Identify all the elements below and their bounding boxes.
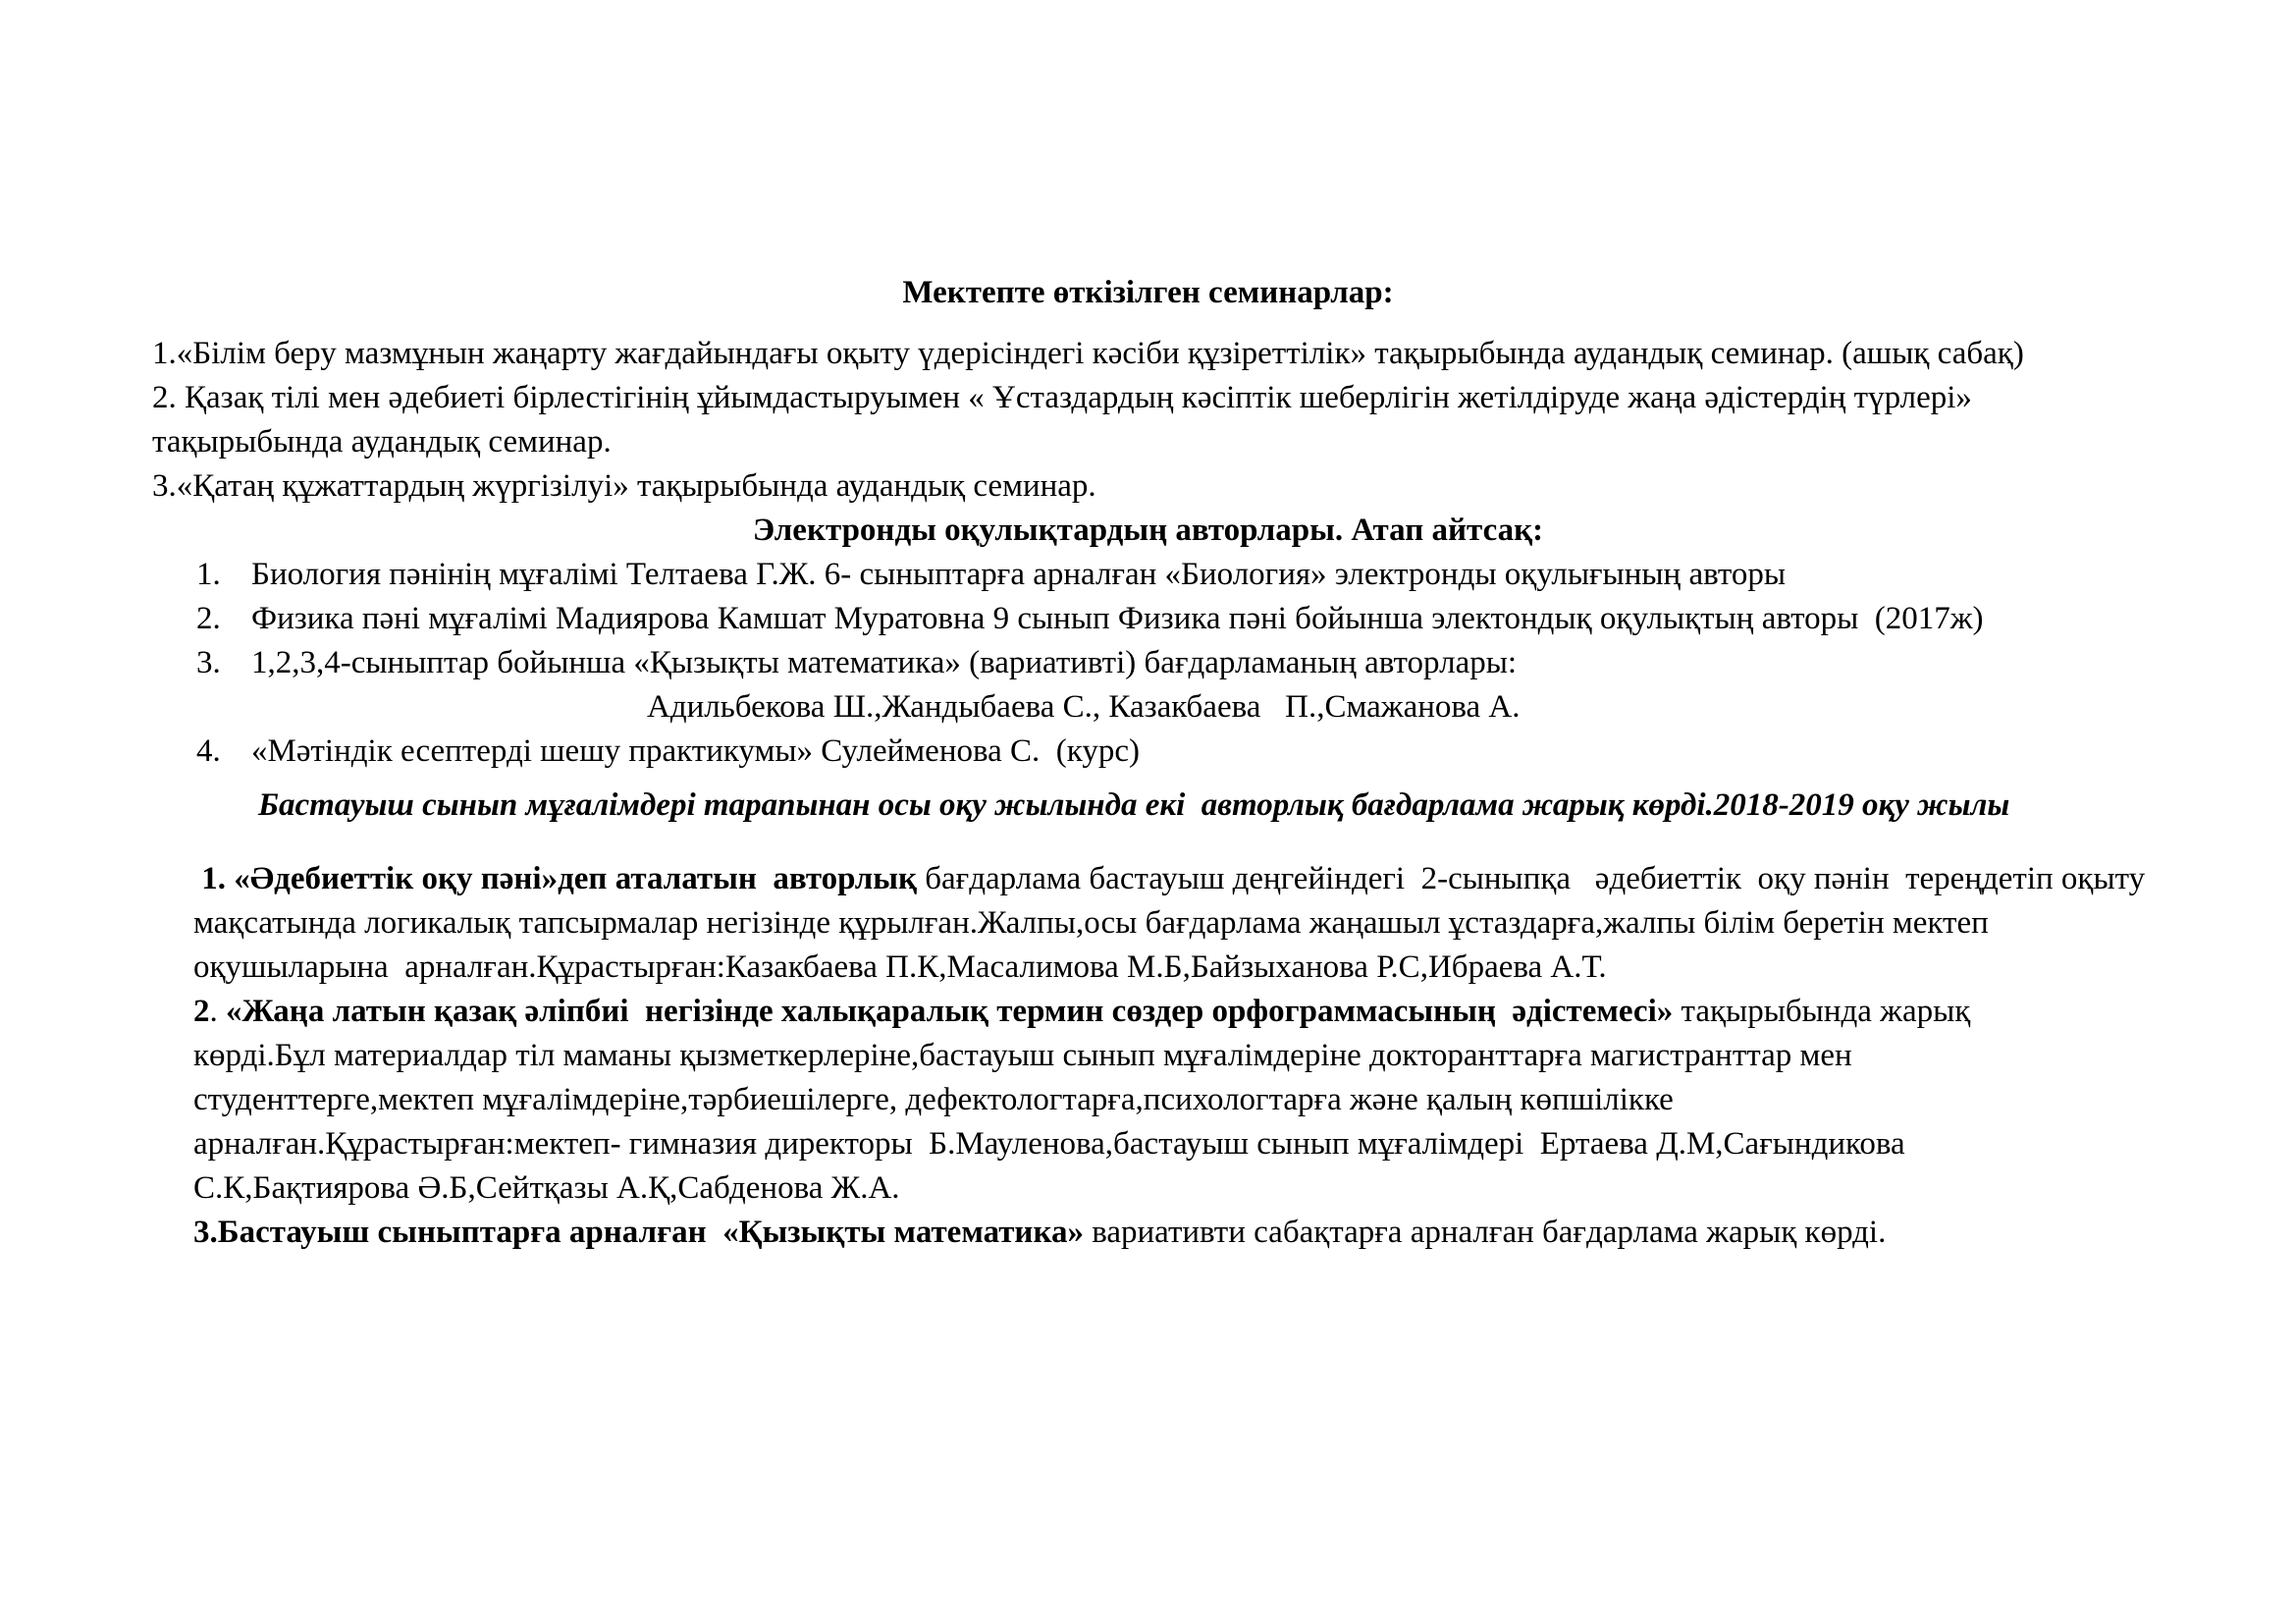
list-item-number: 2.: [196, 601, 221, 636]
list-item-text: «Мәтіндік есептерді шешу практикумы» Сулейменова С. (курс): [251, 733, 1140, 769]
program-2-body: тақырыбында жарық көрді.Бұл материалдар тіл маманы қызметкерлеріне,бастауыш сынып мұғалімдеріне докторанттарға магистранттар мен студенттерге,мектеп мұғалімдеріне,тәрбиешілерге, дефектологтарға,психологтарға және қалың көпшілікке арналған.Құрастырған:мектеп- гимназия директоры Б.Мауленова,бастауыш сынып мұғалімдері Ертаева Д.М,Сағындикова С.К,Бақтиярова Ә.Б,Сейтқазы А.Қ,Сабденова Ж.А.: [193, 994, 1979, 1206]
program-2-number: 2: [193, 994, 210, 1029]
list-item-number: 1.: [196, 557, 221, 592]
seminar-item: 1.«Білім беру мазмұнын жаңарту жағдайындағы оқыту үдерісіндегі кәсіби құзіреттілік» тақырыбында аудандық семинар. (ашық сабақ): [152, 336, 2024, 371]
list-item-text: 1,2,3,4-сыныптар бойынша «Қызықты математика» (вариативті) бағдарламаның авторлары:: [251, 645, 1518, 680]
ebook-authors-text: Адильбекова Ш.,Жандыбаева С., Казакбаева П.,Смажанова А.: [647, 689, 1521, 725]
list-item-number: 4.: [196, 733, 221, 769]
list-item: [196, 641, 2120, 685]
list-item-text: Биология пәнінің мұғалімі Телтаева Г.Ж. 6- сыныптарға арналған «Биология» электронды оқулығының авторы: [251, 557, 1787, 592]
ebooks-list: [196, 553, 2120, 774]
list-item-text: Физика пәні мұғалімі Мадиярова Камшат Муратовна 9 сынып Физика пәні бойынша электондық оқулықтың авторы (2017ж): [251, 601, 1984, 636]
program-2-lead: «Жаңа латын қазақ әліпбиі негізінде халықаралық термин сөздер орфограммасының әдістемесі»: [226, 994, 1674, 1029]
program-paragraph-3: [193, 1211, 2171, 1255]
program-1-lead: 1. «Әдебиеттік оқу пәні»деп аталатын авторлық: [193, 861, 917, 896]
seminar-item: 3.«Қатаң құжаттардың жүргізілуі» тақырыбында аудандық семинар.: [152, 468, 1096, 504]
programs-section: [193, 857, 2296, 1255]
program-1-body: бағдарлама бастауыш деңгейіндегі 2-сыныпқа әдебиеттік оқу пәнін тереңдетіп оқыту мақсатында логикалық тапсырмалар негізінде құрылған.Жалпы,осы бағдарлама жаңашыл ұстаздарға,жалпы білім беретін мектеп оқушыларына арналған.Құрастырған:Казакбаева П.К,Масалимова М.Б,Байзыханова Р.С,Ибраева А.Т.: [193, 861, 2154, 985]
list-item-number: 3.: [196, 645, 221, 680]
page-title: Мектепте өткізілген семинарлар:: [902, 275, 1394, 310]
ebooks-heading: Электронды оқулықтардың авторлары. Атап айтсақ:: [752, 513, 1544, 548]
seminars-section: [152, 332, 2129, 509]
program-3-body: вариативти сабақтарға арналған бағдарлама жарық көрді.: [1083, 1215, 1887, 1250]
seminar-item: 2. Қазақ тілі мен әдебиеті бірлестігінің ұйымдастыруымен « Ұстаздардың кәсіптік шеберлігін жетілдіруде жаңа әдістердің түрлері» тақырыбында аудандық семинар.: [152, 380, 1981, 460]
program-3-lead: 3.Бастауыш сыныптарға арналған «Қызықты математика»: [193, 1215, 1084, 1250]
list-item: [196, 553, 2120, 597]
ebook-authors-line: [196, 685, 2120, 730]
programs-heading: Бастауыш сынып мұғалімдері тарапынан осы оқу жылында екі авторлық бағдарлама жарық көрді.2018-2019 оқу жылы: [258, 787, 2010, 823]
list-item: [196, 730, 2120, 774]
program-paragraph-2: [193, 990, 2108, 1211]
list-item: [196, 597, 2120, 641]
program-2-separator: .: [209, 994, 226, 1029]
program-paragraph-1: [193, 857, 2171, 990]
